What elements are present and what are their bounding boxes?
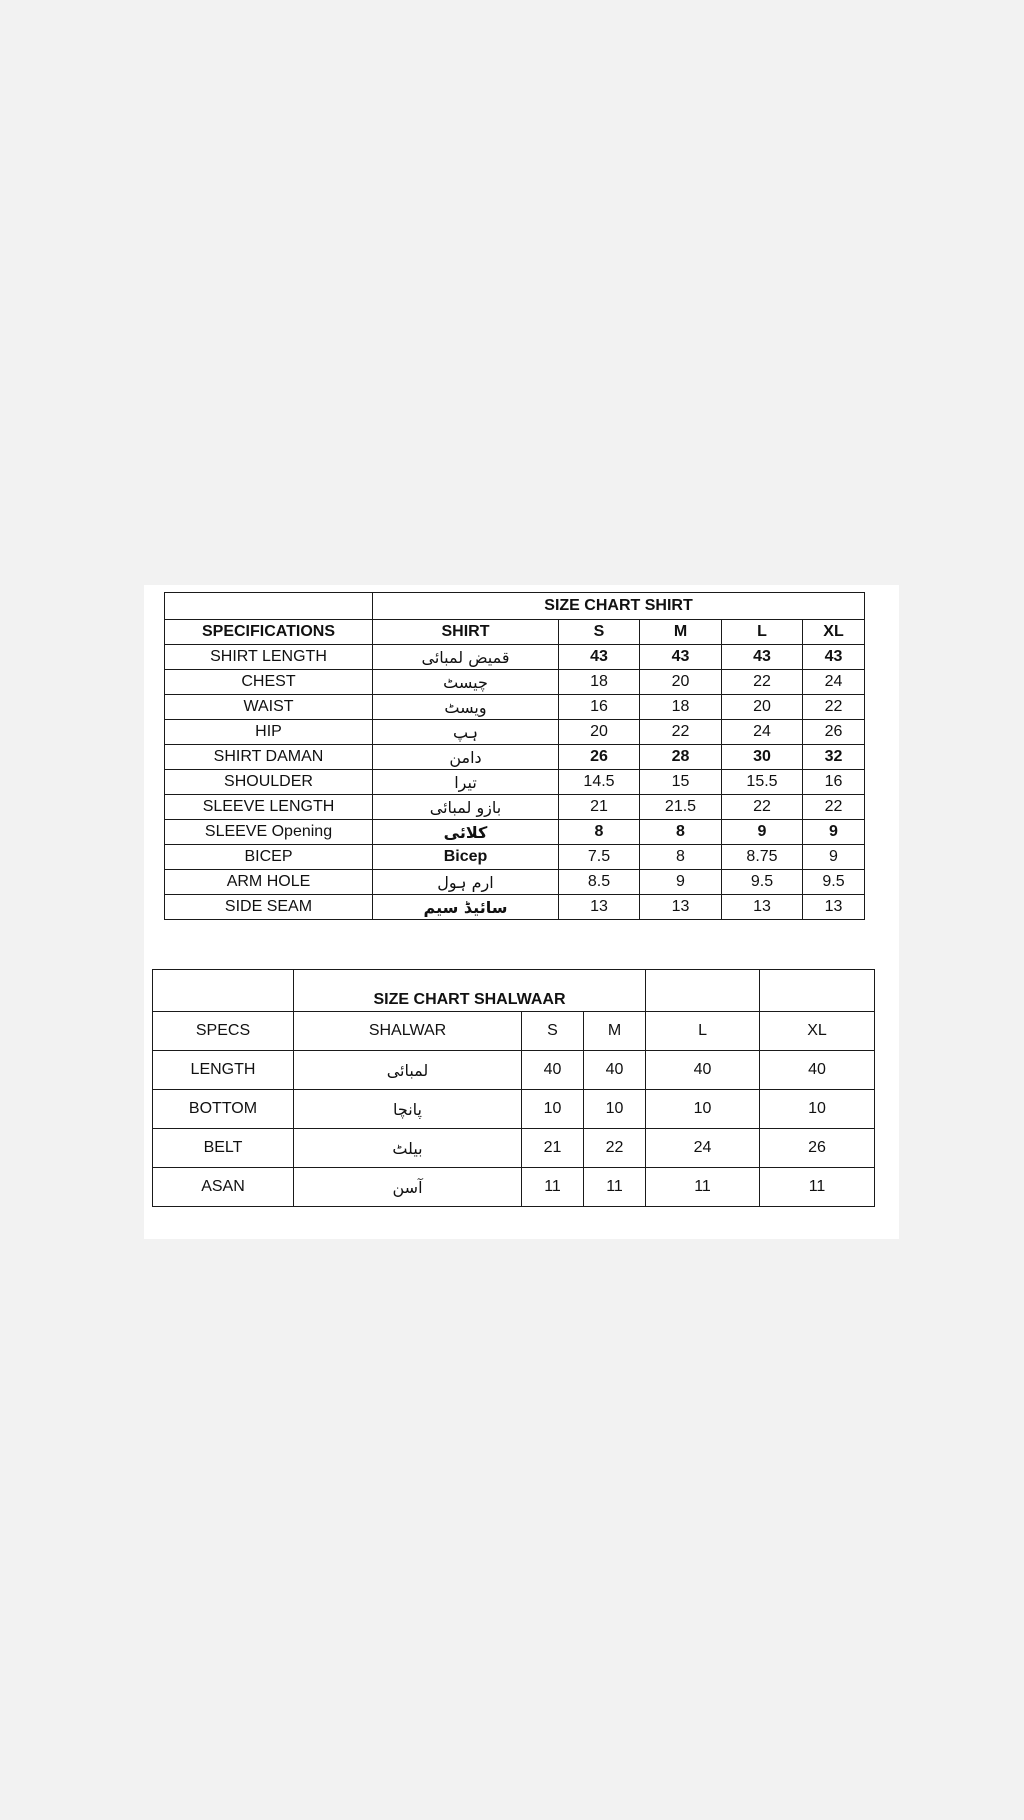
- size-value-cell: 43: [559, 645, 640, 670]
- size-value-cell: 9: [803, 820, 865, 845]
- size-value-cell: 40: [646, 1051, 760, 1090]
- size-value-cell: 8: [640, 820, 722, 845]
- spec-name-cell: LENGTH: [153, 1051, 294, 1090]
- size-value-cell: 24: [646, 1129, 760, 1168]
- local-label-cell: ہپ: [373, 720, 559, 745]
- local-label-cell: تیرا: [373, 770, 559, 795]
- shirt-size-table: [164, 592, 865, 920]
- size-value-cell: 43: [722, 645, 803, 670]
- size-value-cell: 24: [803, 670, 865, 695]
- shirt-title-row: [165, 593, 865, 620]
- local-label-cell: ارم ہول: [373, 870, 559, 895]
- size-value-cell: 28: [640, 745, 722, 770]
- shalwar-title-blank-cell: [153, 970, 294, 1012]
- size-value-cell: 8: [559, 820, 640, 845]
- size-value-cell: 8: [640, 845, 722, 870]
- size-value-cell: 10: [646, 1090, 760, 1129]
- local-label-cell: دامن: [373, 745, 559, 770]
- size-value-cell: 15: [640, 770, 722, 795]
- spec-name-cell: BOTTOM: [153, 1090, 294, 1129]
- local-label-cell: قمیض لمبائی: [373, 645, 559, 670]
- size-value-cell: 21: [559, 795, 640, 820]
- size-value-cell: 8.5: [559, 870, 640, 895]
- table-row: [165, 770, 865, 795]
- spec-name-cell: BICEP: [165, 845, 373, 870]
- shalwar-size-table: [152, 969, 875, 1207]
- header-shirt: SHIRT: [373, 620, 559, 645]
- shalwar-title-blank-cell: [760, 970, 875, 1012]
- size-value-cell: 40: [760, 1051, 875, 1090]
- size-value-cell: 30: [722, 745, 803, 770]
- shirt-header-row: [165, 620, 865, 645]
- size-value-cell: 8.75: [722, 845, 803, 870]
- header-shalwar: SHALWAR: [294, 1012, 522, 1051]
- local-label-cell: چیسٹ: [373, 670, 559, 695]
- size-value-cell: 16: [803, 770, 865, 795]
- local-label-cell: بیلٹ: [294, 1129, 522, 1168]
- table-row: [165, 870, 865, 895]
- size-value-cell: 10: [522, 1090, 584, 1129]
- size-value-cell: 13: [559, 895, 640, 920]
- local-label-cell: آسن: [294, 1168, 522, 1207]
- shalwar-chart-title: SIZE CHART SHALWAAR: [294, 970, 646, 1012]
- local-label-cell: بازو لمبائی: [373, 795, 559, 820]
- local-label-cell: ویسٹ: [373, 695, 559, 720]
- size-value-cell: 22: [803, 695, 865, 720]
- size-value-cell: 10: [584, 1090, 646, 1129]
- shirt-chart-title: SIZE CHART SHIRT: [373, 593, 865, 620]
- size-value-cell: 20: [722, 695, 803, 720]
- table-row: [165, 645, 865, 670]
- local-label-cell: پانچا: [294, 1090, 522, 1129]
- size-value-cell: 40: [584, 1051, 646, 1090]
- size-value-cell: 13: [640, 895, 722, 920]
- size-value-cell: 26: [760, 1129, 875, 1168]
- header-specs: SPECS: [153, 1012, 294, 1051]
- size-value-cell: 11: [522, 1168, 584, 1207]
- spec-name-cell: SLEEVE Opening: [165, 820, 373, 845]
- size-value-cell: 11: [584, 1168, 646, 1207]
- table-row: [153, 1090, 875, 1129]
- size-value-cell: 9: [722, 820, 803, 845]
- size-value-cell: 18: [640, 695, 722, 720]
- spec-name-cell: SLEEVE LENGTH: [165, 795, 373, 820]
- size-value-cell: 11: [760, 1168, 875, 1207]
- header-specifications: SPECIFICATIONS: [165, 620, 373, 645]
- header-size-m: M: [584, 1012, 646, 1051]
- size-value-cell: 20: [559, 720, 640, 745]
- shalwar-title-blank-cell: [646, 970, 760, 1012]
- size-value-cell: 22: [640, 720, 722, 745]
- size-value-cell: 26: [803, 720, 865, 745]
- header-size-m: M: [640, 620, 722, 645]
- size-value-cell: 18: [559, 670, 640, 695]
- spec-name-cell: SHOULDER: [165, 770, 373, 795]
- size-value-cell: 14.5: [559, 770, 640, 795]
- spec-name-cell: ASAN: [153, 1168, 294, 1207]
- size-value-cell: 22: [722, 795, 803, 820]
- spec-name-cell: ARM HOLE: [165, 870, 373, 895]
- spec-name-cell: CHEST: [165, 670, 373, 695]
- size-value-cell: 24: [722, 720, 803, 745]
- spec-name-cell: SHIRT LENGTH: [165, 645, 373, 670]
- size-value-cell: 10: [760, 1090, 875, 1129]
- size-value-cell: 22: [722, 670, 803, 695]
- size-value-cell: 26: [559, 745, 640, 770]
- header-size-xl: XL: [760, 1012, 875, 1051]
- table-row: [165, 720, 865, 745]
- spec-name-cell: SHIRT DAMAN: [165, 745, 373, 770]
- table-row: [165, 670, 865, 695]
- table-row: [165, 745, 865, 770]
- local-label-cell: سائیڈ سیم: [373, 895, 559, 920]
- table-row: [165, 695, 865, 720]
- shalwar-title-row: [153, 970, 875, 1012]
- spec-name-cell: HIP: [165, 720, 373, 745]
- table-row: [153, 1129, 875, 1168]
- table-row: [165, 895, 865, 920]
- size-value-cell: 9.5: [722, 870, 803, 895]
- size-value-cell: 32: [803, 745, 865, 770]
- table-row: [165, 845, 865, 870]
- shirt-title-blank-cell: [165, 593, 373, 620]
- size-value-cell: 43: [803, 645, 865, 670]
- table-row: [153, 1051, 875, 1090]
- header-size-s: S: [522, 1012, 584, 1051]
- size-value-cell: 16: [559, 695, 640, 720]
- size-value-cell: 43: [640, 645, 722, 670]
- table-row: [165, 795, 865, 820]
- spec-name-cell: WAIST: [165, 695, 373, 720]
- size-value-cell: 22: [803, 795, 865, 820]
- table-row: [153, 1168, 875, 1207]
- size-value-cell: 13: [803, 895, 865, 920]
- spec-name-cell: BELT: [153, 1129, 294, 1168]
- table-row: [165, 820, 865, 845]
- size-value-cell: 7.5: [559, 845, 640, 870]
- size-value-cell: 40: [522, 1051, 584, 1090]
- spec-name-cell: SIDE SEAM: [165, 895, 373, 920]
- local-label-cell: لمبائی: [294, 1051, 522, 1090]
- size-value-cell: 13: [722, 895, 803, 920]
- local-label-cell: کلائی: [373, 820, 559, 845]
- header-size-xl: XL: [803, 620, 865, 645]
- size-value-cell: 11: [646, 1168, 760, 1207]
- size-value-cell: 9: [803, 845, 865, 870]
- size-value-cell: 21: [522, 1129, 584, 1168]
- local-label-cell: Bicep: [373, 845, 559, 870]
- size-value-cell: 9: [640, 870, 722, 895]
- size-value-cell: 21.5: [640, 795, 722, 820]
- size-chart-sheet: [144, 585, 899, 1239]
- header-size-l: L: [646, 1012, 760, 1051]
- shalwar-header-row: [153, 1012, 875, 1051]
- header-size-s: S: [559, 620, 640, 645]
- size-value-cell: 9.5: [803, 870, 865, 895]
- header-size-l: L: [722, 620, 803, 645]
- size-value-cell: 15.5: [722, 770, 803, 795]
- size-value-cell: 22: [584, 1129, 646, 1168]
- size-value-cell: 20: [640, 670, 722, 695]
